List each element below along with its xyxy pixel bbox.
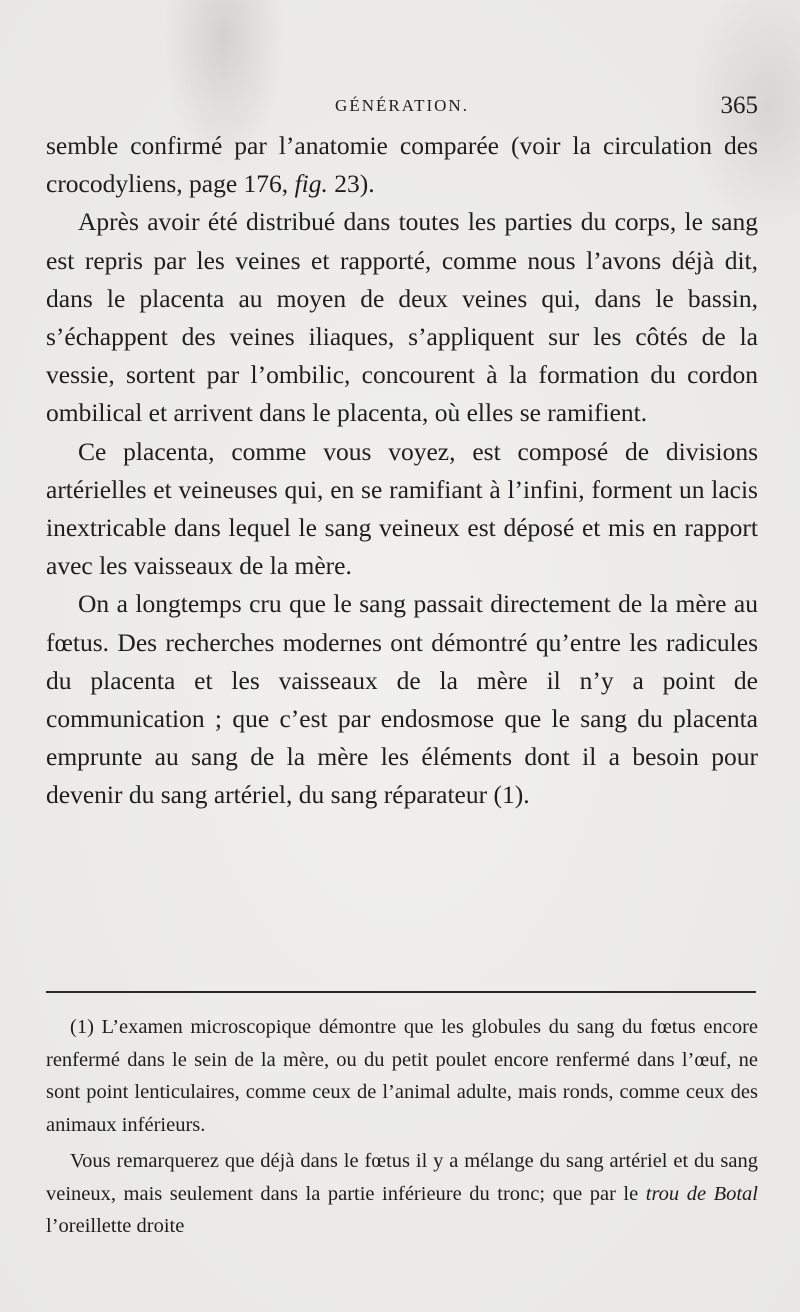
- footnote-continuation: [46, 1145, 758, 1243]
- footnote: (1) L’examen microscopique démontre que les globules du sang du fœtus encore renfermé dans le sein de la mère, ou du petit poulet encore renfermé dans l’œuf, ne sont point lenticulaires, comme ceux de l’animal adulte, mais ronds, comme ceux des animaux inférieurs.: [46, 1016, 758, 1136]
- paragraph: Après avoir été distribué dans toutes les parties du corps, le sang est repris par les veines et rapporté, comme nous l’avons déjà dit, dans le placenta au moyen de deux veines qui, dans le bassin, s’échappent des veines iliaques, s’appliquent sur les côtés de la vessie, sortent par l’ombilic, concourent à la formation du cordon ombilical et arrivent dans le placenta, où elles se ramifient.: [46, 207, 758, 428]
- footnote-rule: [46, 991, 756, 993]
- anatomical-term: trou de Botal: [645, 1182, 758, 1205]
- paragraph-continuation: [46, 127, 758, 203]
- running-title: GÉNÉRATION.: [335, 96, 469, 115]
- running-head: [46, 92, 758, 122]
- page-number: 365: [720, 92, 758, 119]
- body-text: [46, 127, 758, 815]
- paragraph: Ce placenta, comme vous voyez, est composé de divisions artérielles et veineuses qui, en se ramifiant à l’infini, forment un lacis inextricable dans lequel le sang veineux est déposé et mis en rapport avec les vaisseaux de la mère.: [46, 436, 758, 581]
- paragraph: On a longtemps cru que le sang passait directement de la mère au fœtus. Des recherches modernes ont démontré qu’entre les radicules du placenta et les vaisseaux de la mère il n’y a point de communication ; que c’est par endosmose que le sang du placenta emprunte au sang de la mère les éléments dont il a besoin pour devenir du sang artériel, du sang réparateur (1).: [46, 589, 758, 810]
- footnote-text: l’oreillette droite: [46, 1215, 185, 1237]
- footnotes: [46, 1011, 758, 1243]
- figure-reference: fig.: [294, 169, 328, 199]
- footnote-text: Vous remarquerez que déjà dans le fœtus il y a mélange du sang artériel et du sang veineux, mais seulement dans la partie inférieure du tronc; que par le: [46, 1150, 758, 1205]
- paragraph-text: 23).: [327, 169, 375, 199]
- paragraph-text: semble confirmé par l’anatomie comparée (voir la circulation des crocodyliens, page 176,: [46, 131, 758, 199]
